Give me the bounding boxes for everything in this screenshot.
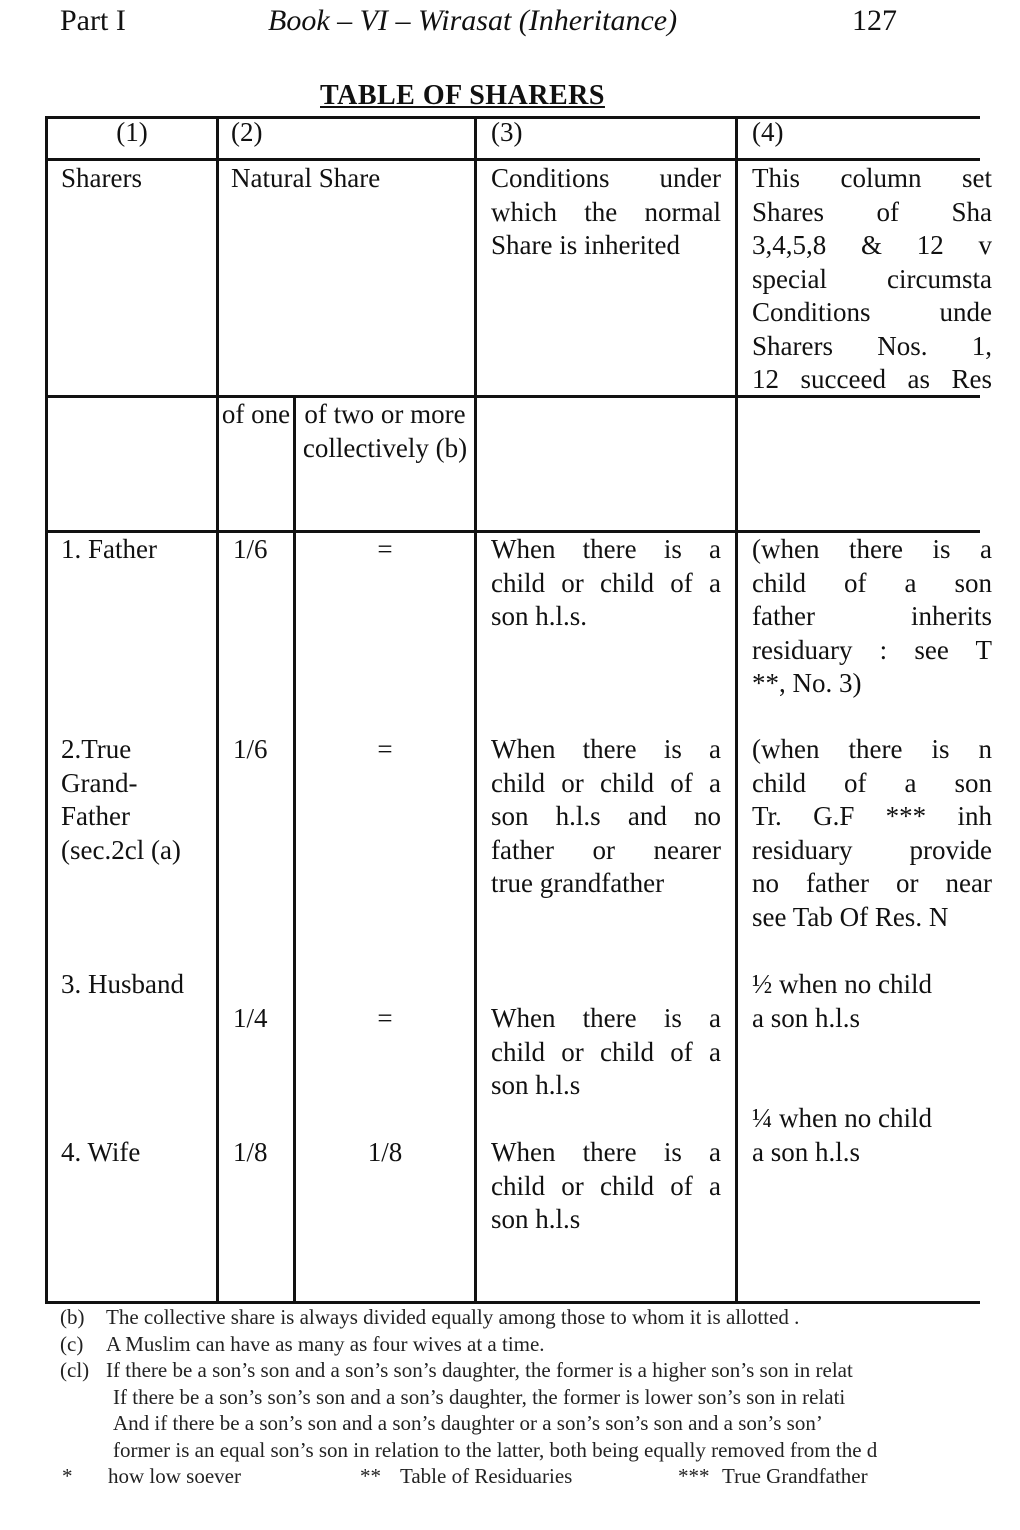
share-of-two: =: [377, 1003, 393, 1033]
column-4-text: [752, 1102, 992, 1169]
legend-text: True Grandfather: [722, 1464, 868, 1488]
sharer-name-line: Father: [61, 801, 130, 831]
column-4-line: residuary : see T: [752, 634, 992, 665]
column-4-line: ½ when no child: [752, 969, 932, 999]
header-column-4-line: 3,4,5,8 & 12 v: [752, 230, 992, 260]
share-of-two: 1/8: [367, 1137, 403, 1167]
condition-line: child or child of a: [491, 767, 721, 798]
header-column-4-line: special circumsta: [752, 263, 992, 294]
table-rule: [216, 116, 219, 1304]
condition-text: [491, 1002, 721, 1103]
footnote-text: If there be a son’s son and a son’s son’s daughter, the former is a higher son’s son in relat: [106, 1358, 853, 1382]
legend-symbol: *: [62, 1464, 73, 1488]
column-4-line: a son h.l.s: [752, 1136, 860, 1167]
page-header: [0, 4, 960, 44]
sharer-name: 3. Husband: [61, 969, 184, 999]
table-rule: [45, 158, 980, 161]
condition-line: When there is a: [491, 734, 721, 764]
condition-line: When there is a: [491, 1137, 721, 1167]
footnote-text: A Muslim can have as many as four wives at a time.: [106, 1331, 545, 1356]
condition-line: father or nearer: [491, 834, 721, 865]
subheader-of-one: of one: [221, 399, 291, 429]
header-column-4-line: Sharers Nos. 1,: [752, 330, 992, 361]
condition-line: When there is a: [491, 1003, 721, 1033]
column-4-line: child of a son: [752, 567, 992, 598]
sharer-name: 1. Father: [61, 534, 157, 564]
table-border-left: [45, 116, 48, 1304]
legend-symbol: **: [360, 1464, 381, 1488]
condition-line: true grandfather: [491, 868, 665, 898]
header-column-4-line: Conditions unde: [752, 297, 992, 327]
symbol-legend: [60, 1463, 1020, 1489]
column-number: (2): [231, 117, 263, 147]
footnote-cl: [60, 1357, 1020, 1384]
header-column-4: [752, 162, 992, 397]
share-of-two: =: [377, 534, 393, 564]
column-4-line: see Tab Of Res. N: [752, 901, 949, 932]
sharer-name: 4. Wife: [61, 1137, 141, 1167]
part-label: Part I: [60, 4, 126, 37]
table-rule: [735, 116, 738, 1304]
footnote-tag: (c): [60, 1331, 84, 1356]
share-of-one: 1/4: [233, 1003, 268, 1033]
sharer-name-line: 2.True: [61, 734, 132, 764]
table-rule: [474, 116, 477, 1304]
header-conditions: Conditions under which the normal Share is inherited: [491, 163, 721, 260]
share-of-one: 1/6: [233, 734, 268, 764]
condition-line: When there is a: [491, 534, 721, 564]
header-column-4-line: This column set: [752, 163, 992, 193]
condition-text: [491, 733, 721, 901]
header-column-4-line: 12 succeed as Res: [752, 364, 992, 394]
legend-text: Table of Residuaries: [400, 1464, 573, 1488]
header-column-4-line: Shares of Sha: [752, 196, 992, 227]
footnote-b: [60, 1304, 1020, 1331]
footnotes: [60, 1304, 1020, 1489]
subheader-of-two-or-more: of two or more collectively (b): [302, 399, 468, 463]
share-of-one: 1/6: [233, 534, 268, 564]
footnote-tag: (cl): [60, 1358, 90, 1382]
condition-text: [491, 1136, 721, 1237]
condition-text: [491, 533, 721, 634]
condition-line: child or child of a: [491, 1036, 721, 1067]
header-natural-share: Natural Share: [231, 163, 381, 193]
sharer-name: [61, 733, 181, 867]
page-number: 127: [852, 4, 897, 37]
footnote-c: [60, 1331, 1020, 1358]
column-number: (1): [116, 117, 148, 147]
sharer-name-line: (sec.2cl (a): [61, 834, 181, 865]
column-4-line: (when there is n: [752, 734, 992, 764]
condition-line: son h.l.s: [491, 1204, 581, 1234]
column-4-line: child of a son: [752, 767, 992, 798]
condition-line: son h.l.s: [491, 1070, 581, 1100]
footnote-text: If there be a son’s son’s son and a son’s daughter, the former is lower son’s son in relati: [113, 1384, 846, 1409]
column-4-line: father inherits: [752, 601, 992, 631]
column-4-line: **, No. 3): [752, 668, 862, 698]
column-4-line: Tr. G.F *** inh: [752, 801, 992, 831]
legend-symbol: ***: [678, 1464, 710, 1488]
footnote-text: former is an equal son’s son in relation to the latter, both being equally removed from the d: [113, 1437, 878, 1462]
book-title: Book – VI – Wirasat (Inheritance): [268, 4, 678, 37]
column-number: (3): [491, 117, 523, 147]
column-4-line: residuary provide: [752, 834, 992, 865]
column-number: (4): [752, 117, 784, 147]
footnote-tag: (b): [60, 1305, 85, 1329]
share-of-one: 1/8: [233, 1137, 268, 1167]
condition-line: son h.l.s.: [491, 601, 588, 631]
column-4-text: [752, 533, 992, 701]
footnote-text: And if there be a son’s son and a son’s daughter or a son’s son’s son and a son’s son’: [113, 1411, 823, 1435]
column-4-line: ¼ when no child: [752, 1103, 932, 1133]
header-sharers: Sharers: [61, 163, 142, 193]
column-4-line: (when there is a: [752, 534, 992, 564]
column-4-line: no father or near: [752, 868, 992, 898]
share-of-two: =: [377, 734, 393, 764]
table-title: TABLE OF SHARERS: [320, 80, 605, 111]
condition-line: child or child of a: [491, 567, 721, 598]
column-4-text: [752, 733, 992, 934]
sharers-table: [45, 116, 992, 1304]
column-4-text: [752, 968, 992, 1035]
legend-text: how low soever: [108, 1464, 241, 1488]
sharer-name-line: Grand-: [61, 767, 138, 798]
condition-line: son h.l.s and no: [491, 801, 721, 831]
footnote-text: The collective share is always divided equally among those to whom it is allotted .: [106, 1305, 800, 1329]
column-4-line: a son h.l.s: [752, 1002, 860, 1033]
condition-line: child or child of a: [491, 1170, 721, 1201]
